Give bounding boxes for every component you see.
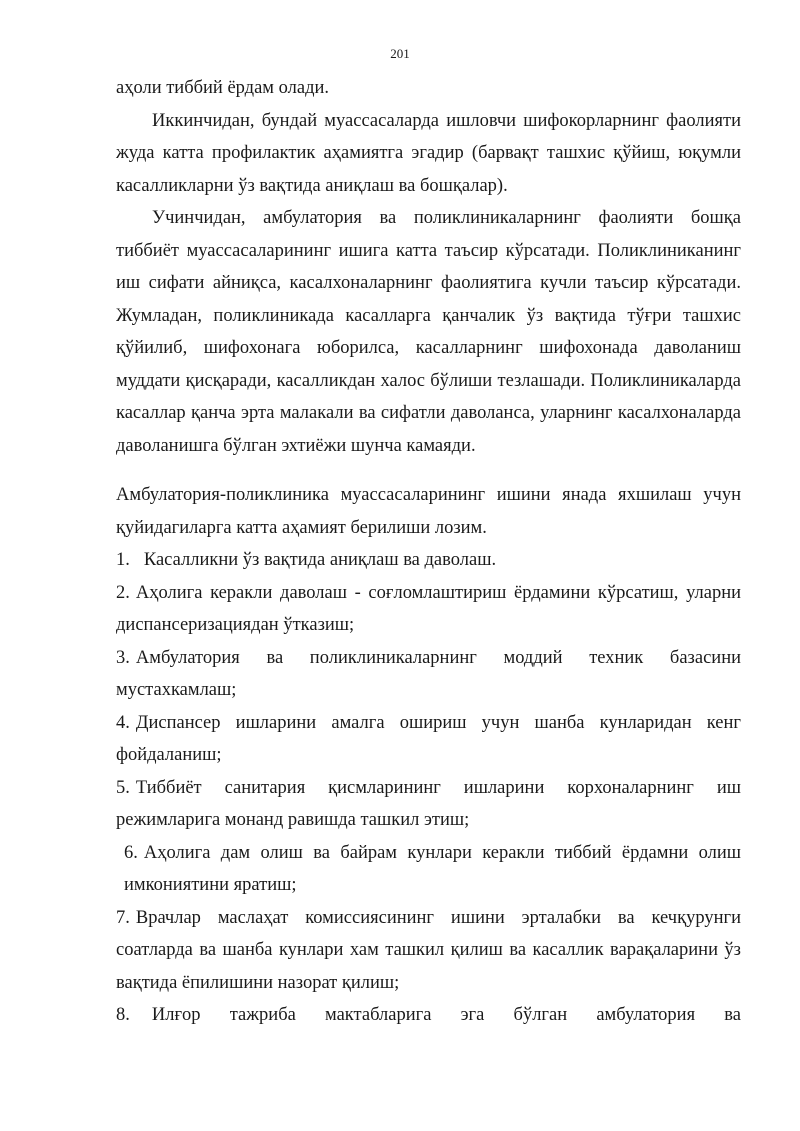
list-item xyxy=(116,902,741,1000)
list-item-text: Диспансер ишларини амалга ошириш учун шанба кунларидан кенг фойдаланиш; xyxy=(116,712,741,765)
list-item-text: Аҳолига дам олиш ва байрам кунлари керакли тиббий ёрдамни олиш имкониятини яратиш; xyxy=(124,842,741,895)
list-item-number: 7. xyxy=(116,907,130,928)
paragraph-third: Учинчидан, амбулатория ва поликлиникаларнинг фаолияти бошқа тиббиёт муассасаларининг ишига катта таъсир кўрсатади. Поликлиниканинг иш сифати айниқса, касалхоналарнинг фаолиятига кучли таъсир кўрсатади. Жумладан, поликлиникада касалларга қанчалик ўз вақтида тўғри ташхис қўйилиб, шифохонага юборилса, касалларнинг шифохонада даволаниш муддати қисқаради, касалликдан халос бўлиши тезлашади. Поликлиникаларда касаллар қанча эрта малакали ва сифатли даволанса, уларнинг касалхоналарда даволанишга бўлган эхтиёжи шунча камаяди. xyxy=(116,208,741,456)
list-item xyxy=(116,642,741,707)
document-body xyxy=(116,72,741,1032)
list-item xyxy=(116,544,741,577)
list-item-text: Аҳолига керакли даволаш - соғломлаштириш ёрдамини кўрсатиш, уларни диспансеризациядан ўтказиш; xyxy=(116,582,741,635)
paragraph-list-intro: Амбулатория-поликлиника муассасаларининг ишини янада яхшилаш учун қуйидагиларга катта аҳамият берилиши лозим. xyxy=(116,485,741,538)
list-item-number: 2. xyxy=(116,582,130,603)
paragraph-continuation: аҳоли тиббий ёрдам олади. xyxy=(116,78,330,98)
list-item-number: 6. xyxy=(124,842,138,863)
paragraph-second: Иккинчидан, бундай муассасаларда ишловчи шифокорларнинг фаолияти жуда катта профилактик аҳамиятга эгадир (барвақт ташхис қўйиш, юқумли касалликларни ўз вақтида аниқлаш ва бошқалар). xyxy=(116,110,741,196)
list-item-text: Тиббиёт санитария қисмларининг ишларини корхоналарнинг иш режимларига монанд равишда ташкил этиш; xyxy=(116,777,741,830)
list-item-number: 1. xyxy=(116,550,130,570)
list-item xyxy=(116,999,741,1032)
page-number: 201 xyxy=(390,46,410,61)
list-item xyxy=(116,772,741,837)
list-item xyxy=(116,577,741,642)
list-item-text: Амбулатория ва поликлиникаларнинг моддий техник базасини мустахкамлаш; xyxy=(116,647,741,700)
recommendation-list xyxy=(116,544,741,1032)
list-item xyxy=(116,707,741,772)
list-item-text: Илғор тажриба мактабларига эга бўлган амбулатория ва xyxy=(151,1005,741,1025)
list-item-number: 4. xyxy=(116,712,130,733)
list-item-text: Врачлар маслаҳат комиссиясининг ишини эрталабки ва кечқурунги соатларда ва шанба кунлари хам ташкил қилиш ва касаллик варақаларини ўз вақтида ёпилишини назорат қилиш; xyxy=(116,907,741,993)
list-item-number: 3. xyxy=(116,647,130,668)
list-item-text: Касалликни ўз вақтида аниқлаш ва даволаш. xyxy=(143,550,497,570)
list-item-number: 8. xyxy=(116,1005,130,1025)
list-item-number: 5. xyxy=(116,777,130,798)
list-item xyxy=(116,837,741,902)
